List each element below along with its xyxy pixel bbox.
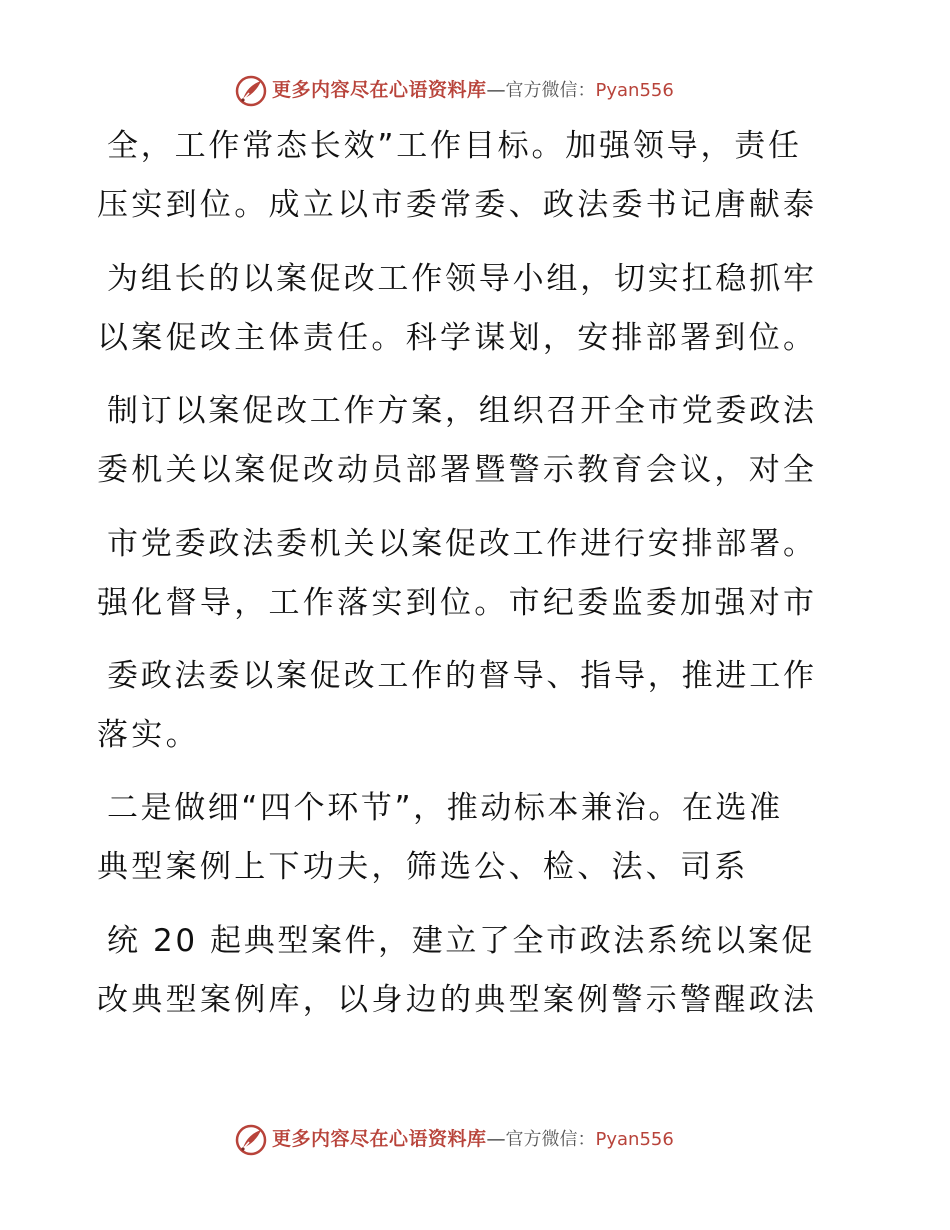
banner-official-label: 官方微信： — [505, 1129, 596, 1150]
banner-site-name: 更多内容尽在心语资料库 — [272, 1128, 487, 1150]
banner-wechat-id: Pyan556 — [595, 1129, 674, 1150]
text-line: 二是做细“四个环节”，推动标本兼治。在选准 — [107, 790, 783, 826]
text-line: 为组长的以案促改工作领导小组，切实扛稳抓牢 — [107, 261, 817, 297]
text-line: 统 20 起典型案件，建立了全市政法系统以案促 — [107, 923, 815, 959]
text-line: 以案促改主体责任。科学谋划，安排部署到位。 — [97, 320, 818, 356]
text-line: 落实。 — [97, 717, 200, 753]
banner-wechat-id: Pyan556 — [595, 80, 674, 101]
text-line: 典型案例上下功夫，筛选公、检、法、司系 — [97, 849, 749, 885]
text-line: 制订以案促改工作方案，组织召开全市党委政法 — [107, 393, 817, 429]
text-line: 压实到位。成立以市委常委、政法委书记唐献泰 — [97, 187, 818, 223]
text-line: 市党委政法委机关以案促改工作进行安排部署。 — [107, 526, 817, 562]
text-line: 强化督导，工作落实到位。市纪委监委加强对市 — [97, 585, 818, 621]
text-line: 委机关以案促改动员部署暨警示教育会议，对全 — [97, 452, 818, 488]
banner-site-name: 更多内容尽在心语资料库 — [272, 79, 487, 101]
banner-dash: — — [486, 1128, 506, 1150]
text-line: 改典型案例库，以身边的典型案例警示警醒政法 — [97, 982, 818, 1018]
text-line: 全，工作常态长效”工作目标。加强领导，责任 — [107, 128, 802, 164]
feather-pen-icon — [234, 1123, 268, 1157]
text-line: 委政法委以案促改工作的督导、指导，推进工作 — [107, 658, 817, 694]
banner-dash: — — [486, 79, 506, 101]
footer-banner — [0, 1121, 950, 1161]
banner-official-label: 官方微信： — [505, 80, 596, 101]
